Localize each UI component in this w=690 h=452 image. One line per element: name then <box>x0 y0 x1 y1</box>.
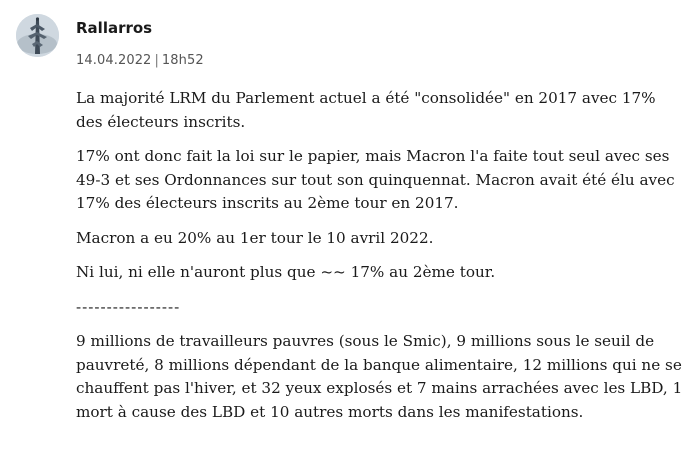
user-avatar-icon <box>16 14 59 57</box>
comment-paragraph: Macron a eu 20% au 1er tour le 10 avril 2022. <box>76 228 434 247</box>
comment-paragraph: 17% ont donc fait la loi sur le papier, mais Macron l'a faite tout seul avec ses 49-3 et ses Ordonnances sur tout son quinquennat. Macron avait été élu avec 17% des électeurs inscrits au 2ème tour en 2017. <box>76 147 675 212</box>
comment-author[interactable]: Rallarros <box>76 19 153 37</box>
comment-time: 18h52 <box>161 53 204 68</box>
comment-divider: ----------------- <box>76 297 181 316</box>
comment-paragraph: Ni lui, ni elle n'auront plus que ~~ 17% au 2ème tour. <box>76 263 496 281</box>
comment-paragraph: 9 millions de travailleurs pauvres (sous le Smic), 9 millions sous le seuil de pauvreté, 8 millions dépendant de la banque alimentaire, 12 millions qui ne se chauffent pas l'hiver, et 32 yeux explosés et 7 mains arrachées avec les LBD, 1 mort à cause des LBD et 10 autres morts dans les manifestations. <box>76 332 683 421</box>
comment-date: 14.04.2022 <box>76 53 152 68</box>
avatar[interactable] <box>16 14 59 57</box>
comment-timestamp <box>76 53 204 68</box>
comment-body <box>76 87 686 435</box>
meta-separator: | <box>154 53 159 68</box>
comment-paragraph: La majorité LRM du Parlement actuel a été "consolidée" en 2017 avec 17% des électeurs inscrits. <box>76 89 656 131</box>
